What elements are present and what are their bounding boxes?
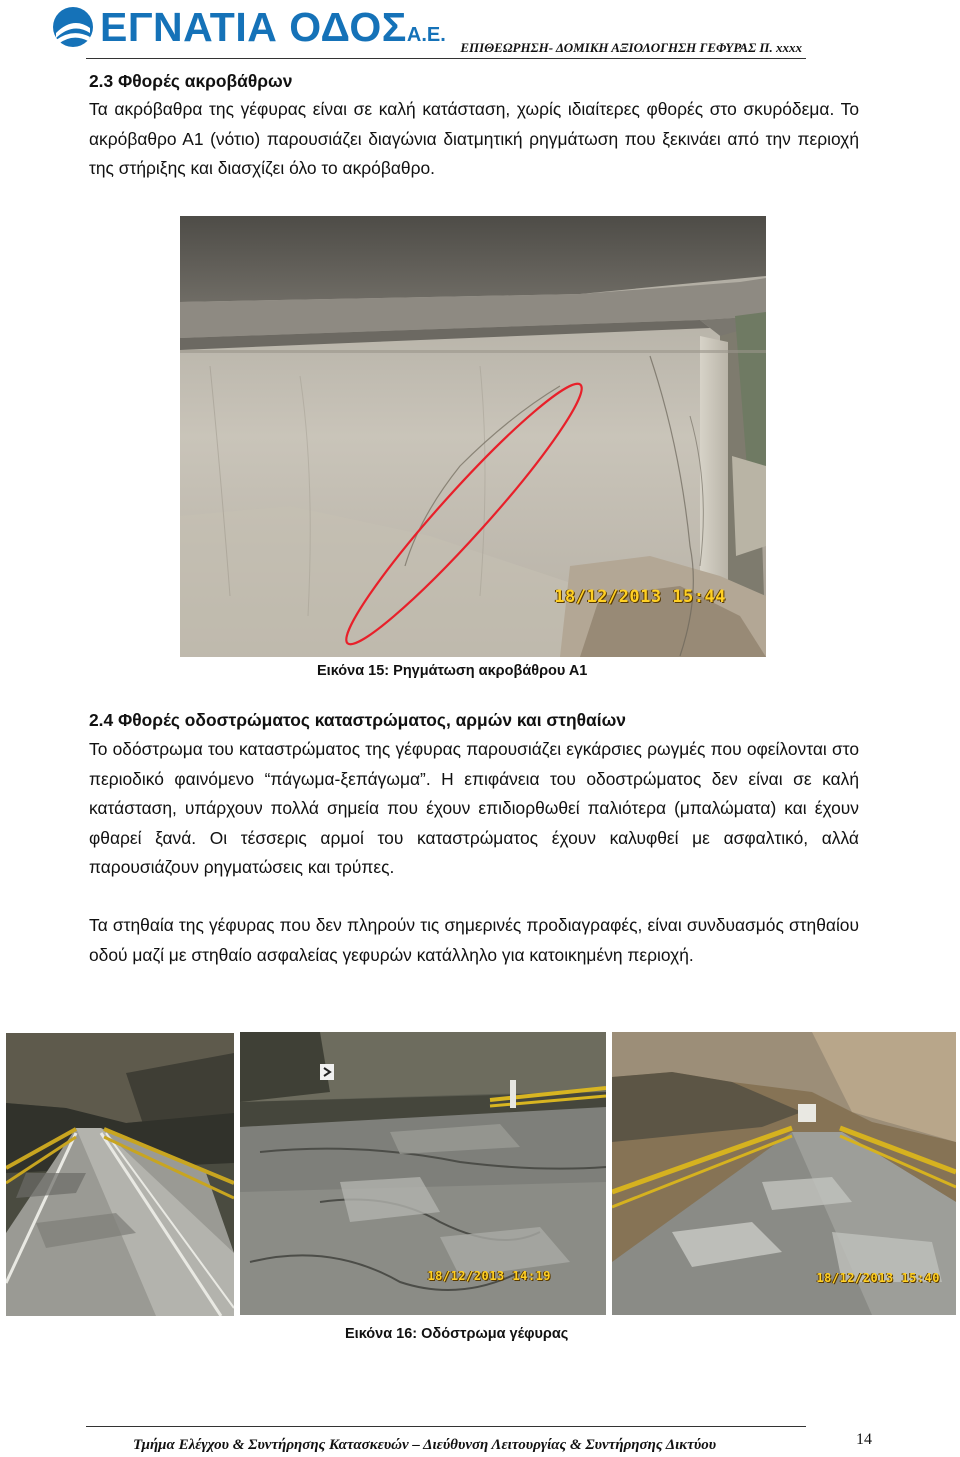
footer-divider xyxy=(86,1426,806,1427)
figure-16-photo-1 xyxy=(6,1033,234,1316)
page-header xyxy=(0,0,960,62)
page-number: 14 xyxy=(856,1431,872,1448)
document-title: ΕΠΙΘΕΩΡΗΣΗ- ΔΟΜΙΚΗ ΑΞΙΟΛΟΓΗΣΗ ΓΕΦΥΡΑΣ Π. xxxx xyxy=(460,40,802,55)
section-paragraph-2-4-b: Τα στηθαία της γέφυρας που δεν πληρούν τις σημερινές προδιαγραφές, είναι συνδυασμός στηθαίου οδού μαζί με στηθαίο ασφαλείας γεφυρών κατάλληλο για κατοικημένη περιοχή. xyxy=(89,915,859,965)
section-paragraph-2-4-a: Το οδόστρωμα του καταστρώματος της γέφυρας παρουσιάζει εγκάρσιες ρωγμές που οφείλονται στο περιοδικό φαινόμενο “πάγωμα-ξεπάγωμα”. Η επιφάνεια του οδοστρώματος δεν είναι σε καλή κατάσταση, υπάρχουν πολλά σημεία που έχουν επιδιορθωθεί παλιότερα (μπαλώματα) και έχουν φθαρεί ξανά. Οι τέσσερις αρμοί του καταστρώματος έχουν καλυφθεί με ασφαλτικό, αλλά παρουσιάζουν ρηγματώσεις και τρύπες. xyxy=(89,739,859,877)
section-heading-2-4: 2.4 Φθορές οδοστρώματος καταστρώματος, αρμών και στηθαίων xyxy=(89,710,626,730)
figure-16-photo-3-timestamp: 18/12/2013 15:40 xyxy=(816,1271,940,1285)
section-heading-2-3: 2.3 Φθορές ακροβάθρων xyxy=(89,71,293,91)
figure-16-photo-2 xyxy=(240,1032,606,1315)
page-footer: Τμήμα Ελέγχου & Συντήρησης Κατασκευών – Διεύθυνση Λειτουργίας & Συντήρησης Δικτύου xyxy=(133,1437,717,1453)
egnatia-logo-icon xyxy=(52,6,94,48)
figure-15-photo xyxy=(180,216,766,657)
header-divider xyxy=(86,58,806,59)
figure-16-photo-3 xyxy=(612,1032,956,1315)
figure-15-caption: Εικόνα 15: Ρηγμάτωση ακροβάθρου Α1 xyxy=(317,663,588,679)
figure-16-caption: Εικόνα 16: Οδόστρωμα γέφυρας xyxy=(345,1326,569,1342)
logo-name: ΕΓΝΑΤΙΑ ΟΔΟΣ xyxy=(100,4,407,50)
figure-16-photo-2-timestamp: 18/12/2013 14:19 xyxy=(427,1269,551,1283)
logo-suffix: Α.Ε. xyxy=(406,24,446,46)
section-paragraph-2-3: Τα ακρόβαθρα της γέφυρας είναι σε καλή κατάσταση, χωρίς ιδιαίτερες φθορές στο σκυρόδεμα. Το ακρόβαθρο Α1 (νότιο) παρουσιάζει διαγώνια διατμητική ρηγμάτωση που ξεκινάει από την περιοχή της στήριξης και διασχίζει όλο το ακρόβαθρο. xyxy=(89,99,859,178)
logo-wordmark xyxy=(100,4,446,58)
figure-15-timestamp: 18/12/2013 15:44 xyxy=(554,587,726,607)
